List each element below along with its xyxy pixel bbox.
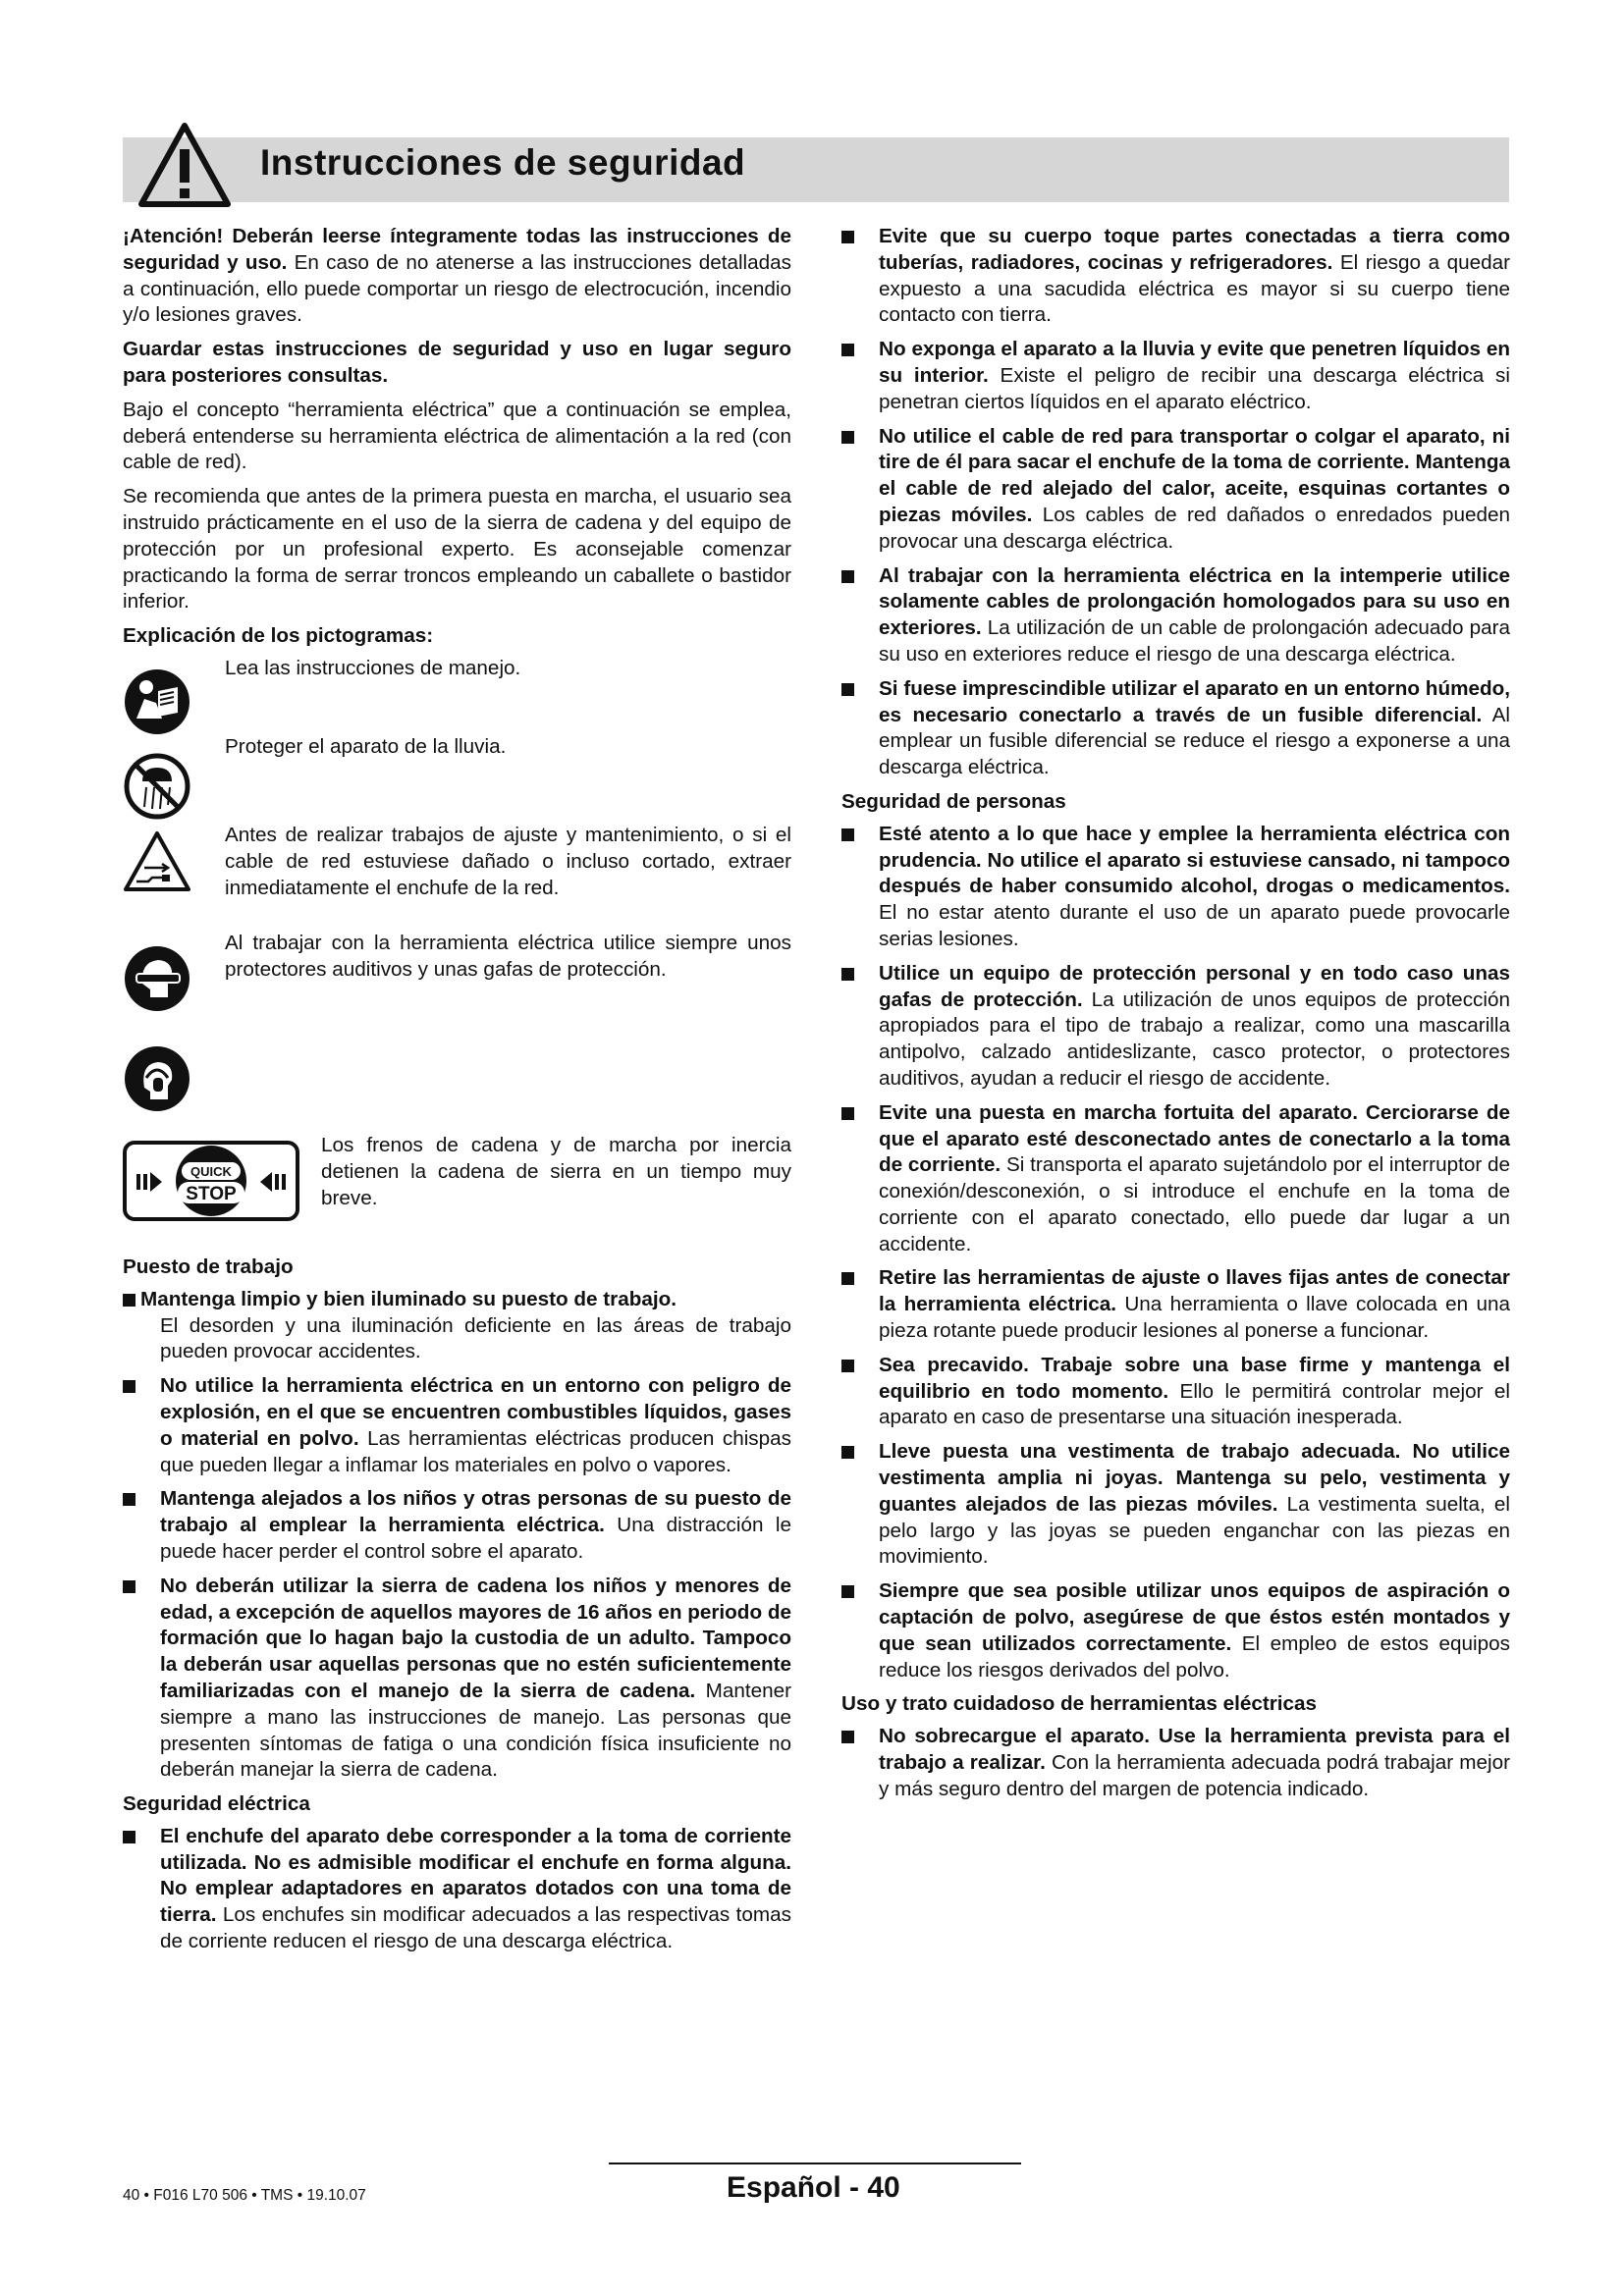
electric-item-1: El enchufe del aparato debe corresponder a la toma de corriente utilizada. No es admisible modificar el enchufe en forma alguna. No emplear adaptadores en aparatos dotados con una toma de tierra. Los enchufes sin modificar adecuados a las respectivas tomas de corriente reducen el riesgo de una descarga eléctrica. [123,1824,791,1955]
bullet-square [841,1272,854,1285]
bullet-square [841,1585,854,1598]
tools-item-1: No sobrecargue el aparato. Use la herramienta prevista para el trabajo a realizar. Con la herramienta adecuada podrá trabajar mejor y más seguro dentro del margen de potencia indicado. [841,1724,1510,1802]
intro-recommend: Se recomienda que antes de la primera puesta en marcha, el usuario sea instruido prácticamente en el uso de la sierra de cadena y del equipo de protección por un profesional experto. Es aconsejable comenzar practicando la forma de serrar troncos empleando un caballete o bastidor inferior. [123,485,791,614]
bullet-square [841,968,854,981]
bullet-square [123,1380,135,1393]
picto-read-manual: Lea las instrucciones de manejo. [123,656,791,734]
tools-heading: Uso y trato cuidadoso de herramientas eléctricas [841,1692,1318,1716]
workplace-item-1: Mantenga limpio y bien iluminado su puesto de trabajo. El desorden y una iluminación deficiente en las áreas de trabajo pueden provocar accidentes. [123,1287,791,1365]
workplace-item-4: No deberán utilizar la sierra de cadena los niños y menores de edad, a excepción de aquellos mayores de 16 años en periodo de formación que lo hagan bajo la custodia de un adulto. Tampoco la deberán usar aquellas personas que no estén suficientemente familiarizadas con el manejo de la sierra de cadena. Mantener siempre a mano las instrucciones de manejo. Las personas que presenten síntomas de fatiga o una condición física insuficiente no deberán manejar la sierra de cadena. [123,1574,791,1784]
hearing-protection-icon [123,1044,191,1113]
intro-keep: Guardar estas instrucciones de seguridad y uso en lugar seguro para posteriores consultas. [123,338,791,387]
bullet-square [123,1294,135,1307]
bullet-square [841,344,854,356]
electric-item-6: Si fuese imprescindible utilizar el aparato en un entorno húmedo, es necesario conectarlo a través de un fusible diferencial. Al emplear un fusible diferencial se reduce el riesgo a exponerse a una descarga eléctrica. [841,676,1510,781]
bullet-square [841,683,854,696]
footer-doc-code: 40 • F016 L70 506 • TMS • 19.10.07 [123,2187,366,2204]
quick-stop-icon [123,1141,299,1221]
workplace-item-3: Mantenga alejados a los niños y otras personas de su puesto de trabajo al emplear la herramienta eléctrica. Una distracción le puede hacer perder el control sobre el aparato. [123,1486,791,1565]
bullet-square [123,1831,135,1843]
picto-rain: Proteger el aparato de la lluvia. [123,734,791,823]
electric-item-2: Evite que su cuerpo toque partes conectadas a tierra como tuberías, radiadores, cocinas y refrigeradores. El riesgo a quedar expuesto a una sacudida eléctrica es mayor si su cuerpo tiene contacto con tierra. [841,224,1510,329]
footer-page-label: Español - 40 [727,2171,900,2204]
picto-unplug: Antes de realizar trabajos de ajuste y mantenimiento, o si el cable de red estuviese dañado o incluso cortado, extraer inmediatamente el enchufe de la red. [123,823,791,931]
page-title: Instrucciones de seguridad [260,142,746,183]
bullet-square [841,1731,854,1743]
persons-item-7: Siempre que sea posible utilizar unos equipos de aspiración o captación de polvo, asegúrese de que éstos estén montados y que sean utilizados correctamente. El empleo de estos equipos reduce los riesgos derivados del polvo. [841,1578,1510,1683]
no-rain-icon [123,752,191,821]
unplug-warning-icon [123,830,191,893]
workplace-heading: Puesto de trabajo [123,1255,294,1278]
bullet-square [123,1493,135,1506]
persons-item-1: Esté atento a lo que hace y emplee la herramienta eléctrica con prudencia. No utilice el aparato si estuviese cansado, ni tampoco después de haber consumido alcohol, drogas o medicamentos. El no estar atento durante el uso de un aparato puede provocarle serias lesiones. [841,822,1510,953]
bullet-square [841,231,854,243]
warning-triangle-icon [137,122,232,208]
intro-warning: ¡Atención! Deberán leerse íntegramente todas las instrucciones de seguridad y uso. En caso de no atenerse a las instrucciones detalladas a continuación, ello puede comportar un riesgo de electrocución, incendio y/o lesiones graves. [123,225,792,327]
electric-item-4: No utilice el cable de red para transportar o colgar el aparato, ni tire de él para sacar el enchufe de la toma de corriente. Mantenga el cable de red alejado del calor, aceite, esquinas cortantes o piezas móviles. Los cables de red dañados o enredados pueden provocar una descarga eléctrica. [841,424,1510,556]
electric-heading: Seguridad eléctrica [123,1792,310,1816]
bullet-square [841,828,854,841]
bullet-square [841,1446,854,1459]
bullet-square [841,1360,854,1372]
bullet-square [841,431,854,444]
left-column [123,224,791,1963]
persons-item-6: Lleve puesta una vestimenta de trabajo adecuada. No utilice vestimenta amplia ni joyas. Mantenga su pelo, vestimenta y guantes alejados de las piezas móviles. La vestimenta suelta, el pelo largo y las joyas se pueden enganchar con las piezas en movimiento. [841,1439,1510,1571]
footer-rule [609,2163,1021,2164]
stop-label: STOP [186,1183,237,1204]
picto-quickstop: QUICK STOP Los frenos de cadena y de marcha por inercia detienen la cadena de sierra en un tiempo muy breve. [123,1133,791,1241]
picto-protection: Al trabajar con la herramienta eléctrica utilice siempre unos protectores auditivos y unas gafas de protección. [123,931,791,1133]
electric-item-3: No exponga el aparato a la lluvia y evite que penetren líquidos en su interior. Existe el peligro de recibir una descarga eléctrica si penetran ciertos líquidos en el aparato eléctrico. [841,337,1510,415]
picto-heading: Explicación de los pictogramas: [123,624,434,648]
bullet-square [841,570,854,583]
right-column [841,224,1510,1811]
workplace-item-2: No utilice la herramienta eléctrica en un entorno con peligro de explosión, en el que se encuentren combustibles líquidos, gases o material en polvo. Las herramientas eléctricas producen chispas que pueden llegar a inflamar los materiales en polvo o vapores. [123,1373,791,1478]
persons-item-2: Utilice un equipo de protección personal y en todo caso unas gafas de protección. La utilización de unos equipos de protección apropiados para el tipo de trabajo a realizar, como una mascarilla antipolvo, calzado antideslizante, casco protector, o protectores auditivos, ayudan a reducir el riesgo de accidente. [841,961,1510,1093]
bullet-square [841,1107,854,1120]
read-manual-icon [123,667,191,736]
quick-label: QUICK [190,1163,232,1179]
persons-item-4: Retire las herramientas de ajuste o llaves fijas antes de conectar la herramienta eléctrica. Una herramienta o llave colocada en una pieza rotante puede producir lesiones al ponerse a funcionar. [841,1265,1510,1344]
bullet-square [123,1580,135,1593]
electric-item-5: Al trabajar con la herramienta eléctrica en la intemperie utilice solamente cables de prolongación homologados para su uso en exteriores. La utilización de un cable de prolongación adecuado para su uso en exteriores reduce el riesgo de una descarga eléctrica. [841,563,1510,668]
persons-item-3: Evite una puesta en marcha fortuita del aparato. Cerciorarse de que el aparato esté desconectado antes de conectarlo a la toma de corriente. Si transporta el aparato sujetándolo por el interruptor de conexión/desconexión, o si introduce el enchufe en la toma de corriente con el aparato conectado, ello puede dar lugar a un accidente. [841,1100,1510,1258]
persons-item-5: Sea precavido. Trabaje sobre una base firme y mantenga el equilibrio en todo momento. Ello le permitirá controlar mejor el aparato en caso de presentarse una situación inesperada. [841,1353,1510,1431]
intro-concept: Bajo el concepto “herramienta eléctrica” que a continuación se emplea, deberá entenderse su herramienta eléctrica de alimentación a la red (con cable de red). [123,398,791,474]
hearing-eye-protection-icon [123,944,191,1013]
persons-heading: Seguridad de personas [841,789,1066,813]
